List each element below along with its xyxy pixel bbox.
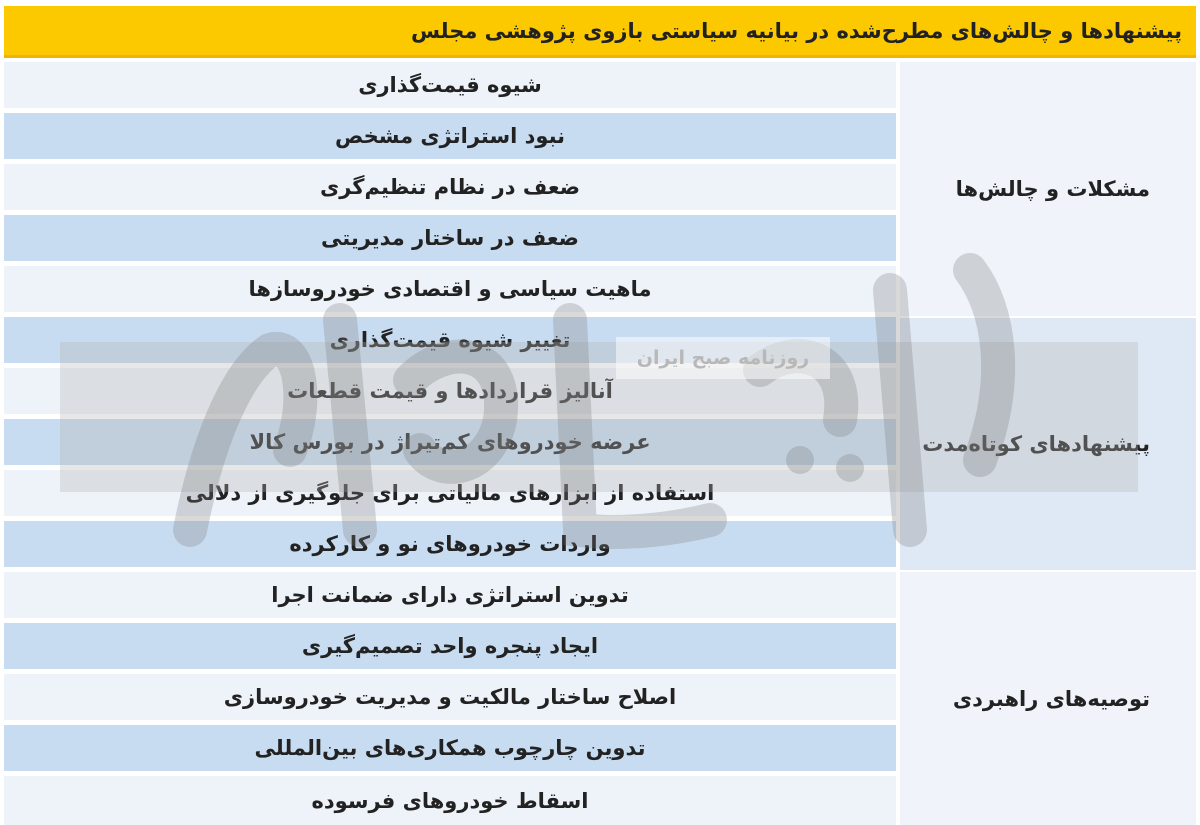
- category-strategic: [900, 572, 1196, 825]
- items-column: [4, 62, 896, 825]
- row-text: ماهیت سیاسی و اقتصادی خودروسازها: [248, 277, 652, 301]
- row-text: ایجاد پنجره واحد تصمیم‌گیری: [301, 634, 599, 658]
- row-text: آنالیز قراردادها و قیمت قطعات: [287, 379, 613, 403]
- table-title: پیشنهادها و چالش‌های مطرح‌شده در بیانیه سیاستی بازوی پژوهشی مجلس: [410, 18, 1182, 43]
- table-row: [4, 674, 896, 720]
- row-text: ضعف در نظام تنظیم‌گری: [319, 175, 581, 199]
- row-text: تدوین استراتژی دارای ضمانت اجرا: [271, 583, 629, 607]
- row-text: عرضه خودروهای کم‌تیراژ در بورس کالا: [249, 430, 651, 454]
- table-row: [4, 521, 896, 567]
- row-text: واردات خودروهای نو و کارکرده: [289, 532, 611, 556]
- table-row: [4, 368, 896, 414]
- category-short-term: [900, 318, 1196, 570]
- table-row: [4, 470, 896, 516]
- table-row: [4, 419, 896, 465]
- table-row: [4, 164, 896, 210]
- row-text: ضعف در ساختار مدیریتی: [321, 226, 579, 250]
- category-challenges: [900, 62, 1196, 316]
- table-row: [4, 215, 896, 261]
- category-label: مشکلات و چالش‌ها: [955, 177, 1150, 201]
- row-text: تدوین چارچوب همکاری‌های بین‌المللی: [254, 736, 646, 760]
- row-text: اصلاح ساختار مالکیت و مدیریت خودروسازی: [223, 685, 677, 709]
- row-text: استفاده از ابزارهای مالیاتی برای جلوگیری از دلالی: [185, 481, 715, 505]
- table-title-bar: [4, 6, 1196, 58]
- category-label: توصیه‌های راهبردی: [952, 686, 1150, 711]
- table-row: [4, 113, 896, 159]
- table-row: [4, 317, 896, 363]
- row-text: شیوه قیمت‌گذاری: [358, 73, 542, 97]
- category-column: [900, 62, 1196, 825]
- watermark-label-text: روزنامه صبح ایران: [636, 347, 810, 369]
- row-text: نبود استراتژی مشخص: [334, 124, 566, 148]
- row-text: اسقاط خودروهای فرسوده: [311, 788, 589, 813]
- row-text: تغییر شیوه قیمت‌گذاری: [329, 328, 571, 352]
- table-row: [4, 572, 896, 618]
- table-row: [4, 776, 896, 825]
- table-row: [4, 266, 896, 312]
- table-row: [4, 623, 896, 669]
- table-row: [4, 725, 896, 771]
- table-row: [4, 62, 896, 108]
- category-label: پیشنهادهای کوتاه‌مدت: [922, 432, 1150, 456]
